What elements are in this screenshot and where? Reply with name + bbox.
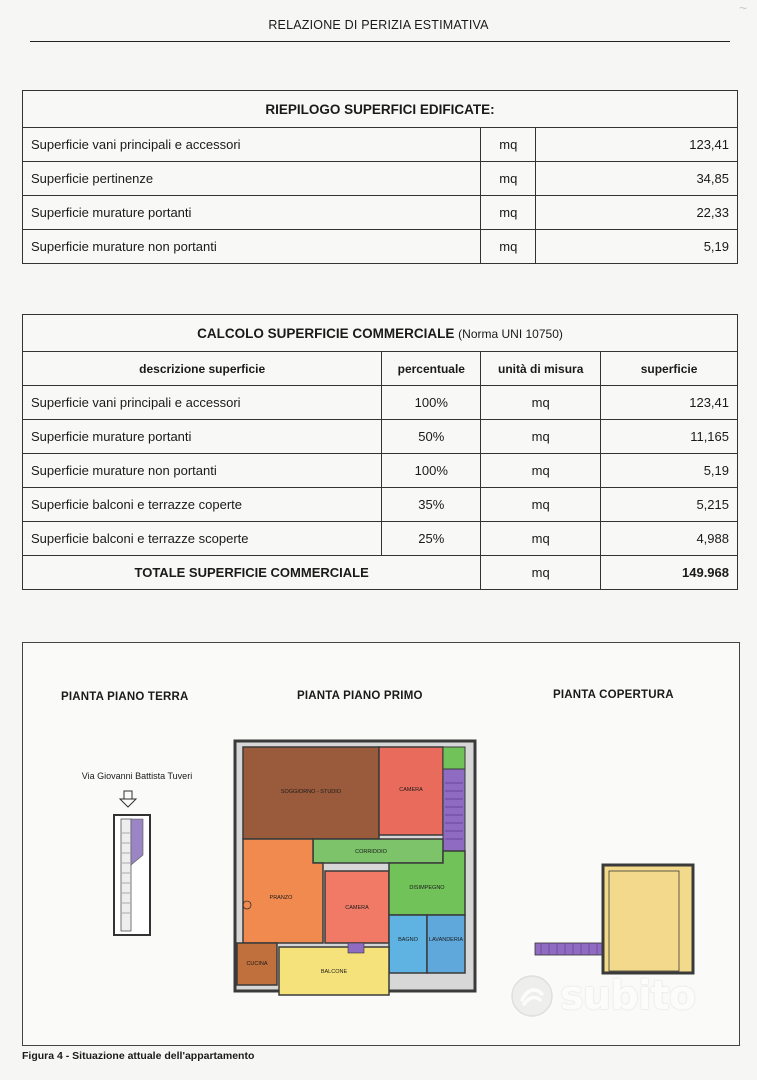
row-label: Superficie vani principali e accessori (23, 128, 481, 162)
calcolo-table (22, 314, 738, 590)
row-label: Superficie murature portanti (23, 420, 382, 454)
room-label-balcone: BALCONE (320, 969, 348, 975)
header-divider (30, 41, 730, 42)
calcolo-title-text: CALCOLO SUPERFICIE COMMERCIALE (197, 325, 455, 341)
room-terrazza (603, 865, 693, 973)
row-percent: 100% (382, 454, 481, 488)
room-label-bagno: BAGNO (398, 937, 418, 943)
table-row (23, 454, 738, 488)
room-label-camera-1: CAMERA (399, 787, 423, 793)
row-percent: 50% (382, 420, 481, 454)
first-floor-plan (235, 741, 475, 995)
subito-logo-icon (510, 974, 554, 1018)
room-label-soggiorno: SOGGIORNO - STUDIO (280, 789, 342, 795)
row-unit: mq (481, 488, 601, 522)
row-value: 34,85 (536, 162, 738, 196)
row-value: 4,988 (601, 522, 738, 556)
row-unit: mq (481, 386, 601, 420)
room-label-pranzo: PRANZO (269, 895, 293, 901)
total-unit: mq (481, 556, 601, 590)
table-row (23, 488, 738, 522)
table-row (23, 420, 738, 454)
row-label: Superficie balconi e terrazze scoperte (23, 522, 382, 556)
row-value: 5,215 (601, 488, 738, 522)
table-row (23, 522, 738, 556)
row-label: Superficie murature portanti (23, 196, 481, 230)
column-header: descrizione superficie (23, 352, 382, 386)
room-pranzo (243, 839, 323, 943)
row-label: Superficie murature non portanti (23, 454, 382, 488)
row-unit: mq (481, 230, 536, 264)
subito-watermark (510, 968, 730, 1028)
total-label: TOTALE SUPERFICIE COMMERCIALE (23, 556, 481, 590)
plan-title-ground-floor: PIANTA PIANO TERRA (61, 691, 189, 703)
row-value: 123,41 (536, 128, 738, 162)
page-title: RELAZIONE DI PERIZIA ESTIMATIVA (268, 18, 489, 32)
watermark-text: subito (560, 973, 696, 1019)
row-percent: 25% (382, 522, 481, 556)
table-row (23, 128, 738, 162)
row-label: Superficie vani principali e accessori (23, 386, 382, 420)
entrance-arrow-icon (120, 791, 136, 807)
table-row (23, 230, 738, 264)
room-label-disimpegno: DISIMPEGNO (409, 885, 445, 891)
calcolo-norma-note: (Norma UNI 10750) (458, 326, 563, 341)
row-label: Superficie pertinenze (23, 162, 481, 196)
riepilogo-table (22, 90, 738, 264)
row-unit: mq (481, 454, 601, 488)
calcolo-title (23, 315, 738, 352)
row-unit: mq (481, 128, 536, 162)
room-label-corridoio: CORRIDOIO (355, 849, 387, 855)
total-value: 149.968 (601, 556, 738, 590)
row-label: Superficie murature non portanti (23, 230, 481, 264)
row-unit: mq (481, 196, 536, 230)
room-lavanderia (427, 915, 465, 973)
corner-scribble: ~ (738, 0, 747, 16)
table-row (23, 386, 738, 420)
total-row (23, 556, 738, 590)
row-label: Superficie balconi e terrazze coperte (23, 488, 382, 522)
street-label: Via Giovanni Battista Tuveri (81, 771, 193, 781)
row-unit: mq (481, 420, 601, 454)
row-unit: mq (481, 522, 601, 556)
room-label-camera-2: CAMERA (345, 905, 369, 911)
row-value: 123,41 (601, 386, 738, 420)
table-row (23, 196, 738, 230)
row-value: 5,19 (536, 230, 738, 264)
column-header: unità di misura (481, 352, 601, 386)
row-value: 22,33 (536, 196, 738, 230)
plan-title-first-floor: PIANTA PIANO PRIMO (297, 690, 423, 702)
row-value: 5,19 (601, 454, 738, 488)
column-header: superficie (601, 352, 738, 386)
row-value: 11,165 (601, 420, 738, 454)
room-label-lavanderia: LAVANDERIA (428, 937, 464, 943)
row-percent: 35% (382, 488, 481, 522)
figure-caption: Figura 4 - Situazione attuale dell'appartamento (22, 1050, 255, 1062)
room-bagno (389, 915, 427, 973)
row-percent: 100% (382, 386, 481, 420)
ground-floor-stairs (114, 815, 150, 935)
table-header-row (23, 352, 738, 386)
riepilogo-title: RIEPILOGO SUPERFICI EDIFICATE: (23, 91, 738, 128)
roof-plan (535, 865, 693, 973)
column-header: percentuale (382, 352, 481, 386)
plan-title-roof: PIANTA COPERTURA (553, 689, 674, 701)
room-label-cucina: CUCINA (246, 961, 268, 967)
row-unit: mq (481, 162, 536, 196)
table-row (23, 162, 738, 196)
